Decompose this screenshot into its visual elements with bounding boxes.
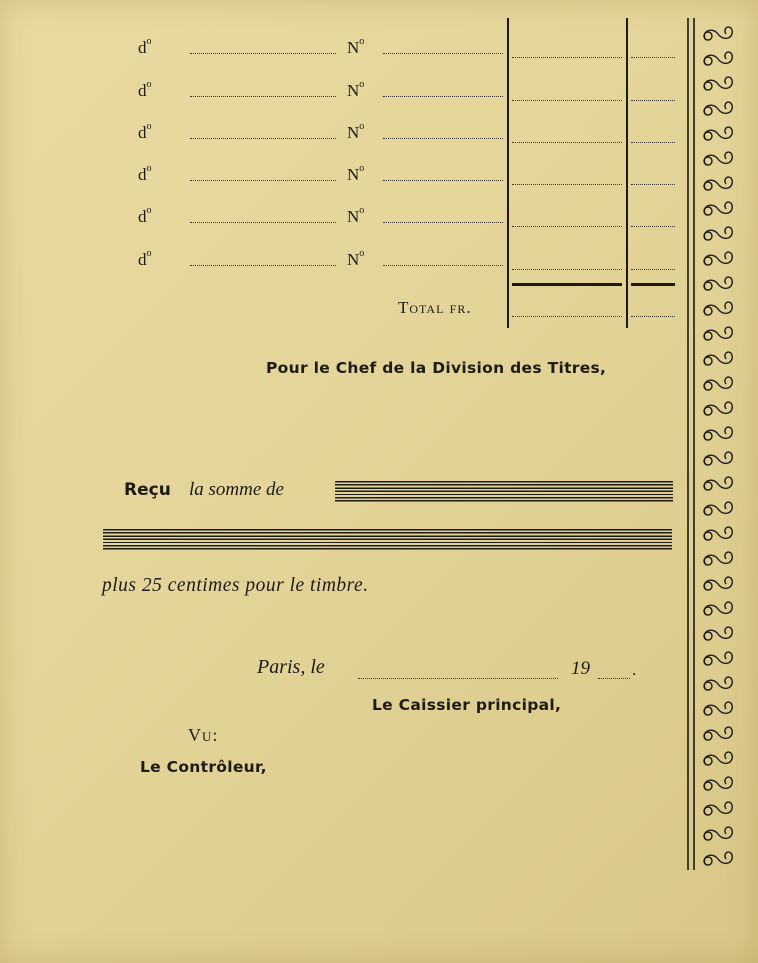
scroll-curl xyxy=(704,532,712,540)
scroll-curl xyxy=(704,332,712,340)
scroll-ornament xyxy=(704,452,732,465)
scroll-curl xyxy=(704,232,712,240)
scroll-curl xyxy=(704,157,712,165)
scroll-curl xyxy=(704,182,712,190)
scroll-curl xyxy=(704,482,712,490)
row-ditto-label: $d^o$ xyxy=(138,79,152,100)
row-ditto-label: $d^o$ xyxy=(138,36,152,57)
vu-label: Vu: xyxy=(188,725,219,745)
decorative-border xyxy=(686,18,744,870)
row-number-line xyxy=(383,53,503,54)
scroll-ornament xyxy=(704,552,732,565)
scroll-curl xyxy=(704,132,712,140)
paris-label: Paris, le xyxy=(257,656,325,678)
scroll-ornament xyxy=(704,27,732,40)
row-number-label: $N^o$ xyxy=(347,79,365,100)
scroll-ornament xyxy=(704,677,732,690)
row-amount-line-1 xyxy=(512,57,622,58)
year-dot: . xyxy=(632,660,637,679)
column-rule-left xyxy=(507,18,509,328)
row-number-line xyxy=(383,138,503,139)
row-ditto-label: $d^o$ xyxy=(138,248,152,269)
scroll-ornament xyxy=(704,77,732,90)
scroll-curl xyxy=(704,557,712,565)
somme-label: la somme de xyxy=(189,479,284,500)
scroll-curl xyxy=(704,707,712,715)
scroll-ornament xyxy=(704,527,732,540)
row-amount-line-1 xyxy=(512,269,622,270)
row-description-line xyxy=(190,53,336,54)
scroll-ornament xyxy=(704,727,732,740)
scroll-ornament xyxy=(704,302,732,315)
scroll-curl xyxy=(704,57,712,65)
row-ditto-label: $d^o$ xyxy=(138,163,152,184)
row-description-line xyxy=(190,222,336,223)
row-amount-line-2 xyxy=(631,57,675,58)
scroll-ornament xyxy=(704,577,732,590)
scroll-curl xyxy=(704,582,712,590)
scroll-ornament xyxy=(704,827,732,840)
scroll-curl xyxy=(704,807,712,815)
row-number-label: $N^o$ xyxy=(347,121,365,142)
row-amount-line-2 xyxy=(631,269,675,270)
scroll-curl xyxy=(704,657,712,665)
row-number-label: $N^o$ xyxy=(347,163,365,184)
scroll-ornament xyxy=(704,377,732,390)
row-ditto-label: $d^o$ xyxy=(138,205,152,226)
row-amount-line-2 xyxy=(631,142,675,143)
total-dotted-line-1 xyxy=(512,316,622,317)
scroll-ornament xyxy=(704,427,732,440)
date-dotted-line xyxy=(358,678,558,679)
scroll-ornament xyxy=(704,477,732,490)
scroll-curl xyxy=(704,282,712,290)
total-rule-1 xyxy=(512,283,622,286)
scroll-curl xyxy=(704,632,712,640)
scroll-curl xyxy=(704,857,712,865)
scroll-ornament xyxy=(704,352,732,365)
total-label: Total fr. xyxy=(398,298,472,317)
amount-box-1 xyxy=(335,481,673,503)
amount-box-2 xyxy=(103,529,672,551)
total-dotted-line-2 xyxy=(631,316,675,317)
scroll-curl xyxy=(704,457,712,465)
recu-label: Reçu xyxy=(124,480,171,500)
row-amount-line-1 xyxy=(512,184,622,185)
row-description-line xyxy=(190,180,336,181)
year-dotted-line xyxy=(598,678,630,679)
scroll-ornament xyxy=(704,652,732,665)
scroll-curl xyxy=(704,782,712,790)
scroll-ornament xyxy=(704,227,732,240)
scroll-curl xyxy=(704,757,712,765)
scroll-ornament xyxy=(704,752,732,765)
scroll-curl xyxy=(704,32,712,40)
scroll-curl xyxy=(704,682,712,690)
row-ditto-label: $d^o$ xyxy=(138,121,152,142)
chef-division-line: Pour le Chef de la Division des Titres, xyxy=(266,359,607,377)
row-number-label: $N^o$ xyxy=(347,248,365,269)
column-rule-right xyxy=(626,18,628,328)
scroll-ornament xyxy=(704,702,732,715)
row-number-line xyxy=(383,96,503,97)
row-number-label: $N^o$ xyxy=(347,205,365,226)
scroll-ornament xyxy=(704,327,732,340)
scroll-curl xyxy=(704,832,712,840)
scroll-ornament xyxy=(704,602,732,615)
row-amount-line-2 xyxy=(631,184,675,185)
scroll-ornament xyxy=(704,502,732,515)
scroll-curl xyxy=(704,207,712,215)
caissier-label: Le Caissier principal, xyxy=(372,696,562,714)
scroll-ornament xyxy=(704,152,732,165)
scroll-ornament xyxy=(704,802,732,815)
scroll-curl xyxy=(704,357,712,365)
scroll-curl xyxy=(704,732,712,740)
year-prefix: 19 xyxy=(571,658,590,679)
scroll-ornament xyxy=(704,402,732,415)
scroll-ornament xyxy=(704,102,732,115)
row-amount-line-1 xyxy=(512,226,622,227)
row-number-line xyxy=(383,265,503,266)
row-amount-line-1 xyxy=(512,100,622,101)
row-number-line xyxy=(383,180,503,181)
scroll-curl xyxy=(704,82,712,90)
row-description-line xyxy=(190,96,336,97)
scroll-ornament xyxy=(704,202,732,215)
scroll-curl xyxy=(704,607,712,615)
scroll-curl xyxy=(704,407,712,415)
scroll-curl xyxy=(704,382,712,390)
scroll-curl xyxy=(704,507,712,515)
scroll-ornament xyxy=(704,127,732,140)
scroll-curl xyxy=(704,257,712,265)
controleur-label: Le Contrôleur, xyxy=(140,758,267,776)
total-rule-2 xyxy=(631,283,675,286)
scroll-curl xyxy=(704,107,712,115)
scroll-ornament xyxy=(704,777,732,790)
row-amount-line-2 xyxy=(631,226,675,227)
scroll-ornament xyxy=(704,252,732,265)
scroll-ornament xyxy=(704,52,732,65)
row-amount-line-1 xyxy=(512,142,622,143)
row-number-label: $N^o$ xyxy=(347,36,365,57)
scroll-ornament xyxy=(704,627,732,640)
scroll-curl xyxy=(704,307,712,315)
timbre-line: plus 25 centimes pour le timbre. xyxy=(102,575,369,596)
row-description-line xyxy=(190,265,336,266)
row-amount-line-2 xyxy=(631,100,675,101)
scroll-ornament xyxy=(704,177,732,190)
scroll-curl xyxy=(704,432,712,440)
row-number-line xyxy=(383,222,503,223)
row-description-line xyxy=(190,138,336,139)
scroll-ornament xyxy=(704,277,732,290)
scroll-ornament xyxy=(704,852,732,865)
